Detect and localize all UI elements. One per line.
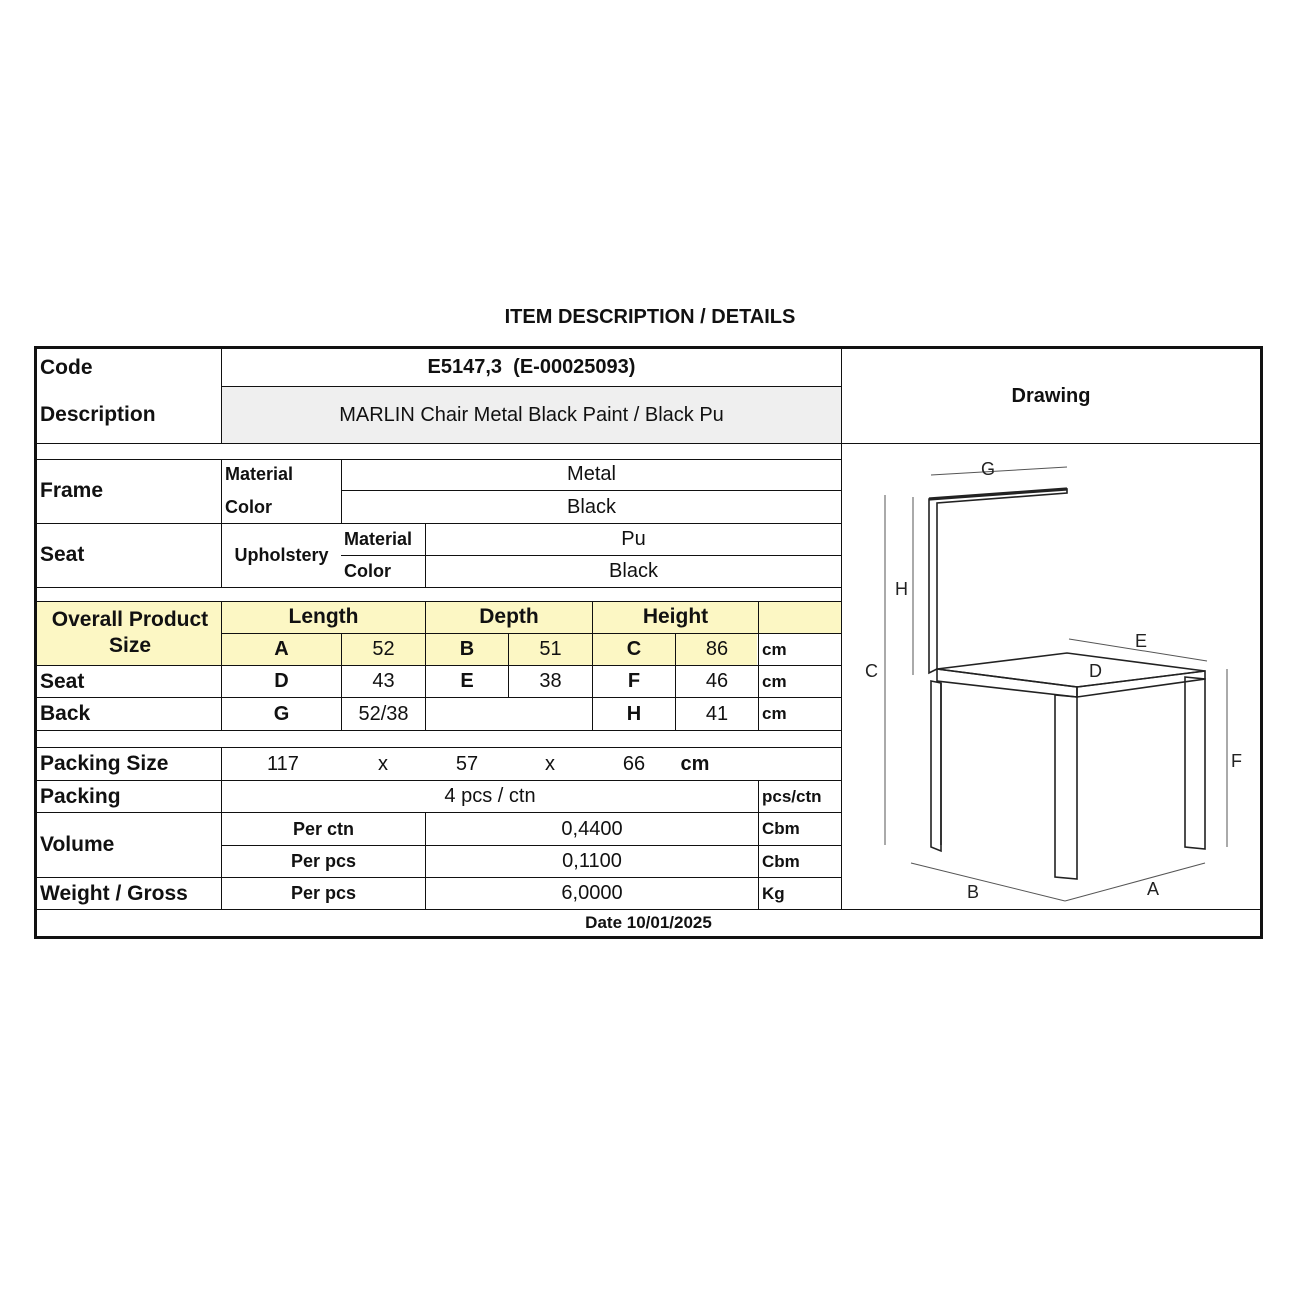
packing-size-height: 66 — [622, 752, 646, 775]
leg-back-right — [1185, 677, 1205, 849]
dim-d-value: 43 — [372, 670, 395, 692]
weight-unit: Kg — [762, 883, 785, 903]
dim-e-label: E — [460, 670, 474, 692]
backrest — [929, 489, 1067, 673]
dim-b-value: 51 — [539, 638, 562, 660]
drawing-letter-d: D — [1089, 661, 1102, 681]
seat-unit: cm — [762, 671, 787, 691]
dim-f-label: F — [627, 670, 641, 692]
dim-f-value: 46 — [705, 670, 729, 692]
dim-a-label: A — [274, 638, 289, 660]
dim-d-label: D — [274, 670, 289, 692]
volume-per-ctn-unit: Cbm — [762, 819, 800, 838]
dim-b-label: B — [459, 638, 475, 660]
frame-color-label: Color — [225, 496, 272, 517]
leg-front-center — [1055, 695, 1077, 879]
weight-label: Weight / Gross — [40, 881, 188, 905]
dim-h-label: H — [626, 702, 642, 725]
code-value: E5147,3 (E-00025093) — [427, 356, 636, 378]
height-header: Height — [642, 605, 709, 628]
chair-drawing — [845, 447, 1260, 909]
page-title: ITEM DESCRIPTION / DETAILS — [504, 306, 796, 328]
back-unit: cm — [762, 704, 787, 723]
weight-per-pcs-label: Per pcs — [290, 883, 357, 903]
packing-value: 4 pcs / ctn — [444, 785, 536, 807]
frame-material-label: Material — [225, 464, 294, 484]
dim-g-label: G — [273, 702, 290, 725]
description-value: MARLIN Chair Metal Black Paint / Black Pu — [339, 403, 724, 426]
drawing-header: Drawing — [1011, 384, 1091, 407]
seat-spec-label: Seat — [40, 543, 85, 566]
description-label: Description — [40, 403, 156, 426]
length-header: Length — [288, 605, 359, 628]
back-dims-label: Back — [40, 702, 91, 725]
seat-dims-label: Seat — [40, 669, 85, 693]
leg-front-left — [931, 681, 941, 851]
date-footer: Date 10/01/2025 — [585, 913, 712, 932]
packing-size-x2: x — [545, 752, 555, 775]
seat-material-label: Material — [344, 528, 413, 549]
seat-color-label: Color — [344, 561, 391, 581]
drawing-letter-e: E — [1135, 631, 1148, 651]
upholstery-label: Upholstery — [234, 544, 329, 565]
drawing-letter-c: C — [865, 661, 878, 681]
frame-color-value: Black — [567, 495, 616, 518]
seat-front-rail — [937, 669, 1077, 697]
volume-per-pcs-label: Per pcs — [290, 851, 357, 871]
packing-size-unit: cm — [680, 752, 710, 775]
code-label: Code — [40, 355, 93, 379]
seat-color-value: Black — [609, 560, 658, 582]
packing-size-label: Packing Size — [40, 752, 169, 775]
frame-material-value: Metal — [567, 463, 616, 485]
packing-unit: pcs/ctn — [762, 786, 822, 806]
drawing-letter-g: G — [981, 459, 996, 479]
dim-a-value: 52 — [372, 638, 395, 660]
drawing-letter-b: B — [967, 882, 980, 902]
seat-top — [937, 653, 1205, 687]
chair-outline — [929, 489, 1205, 879]
drawing-letter-f: F — [1231, 751, 1242, 771]
frame-label: Frame — [40, 479, 104, 502]
weight-value: 6,0000 — [561, 882, 623, 904]
overall-size-label: Overall Product Size — [51, 608, 209, 657]
packing-size-x1: x — [378, 752, 388, 775]
packing-size-length: 117 — [267, 752, 299, 775]
dim-g-value: 52/38 — [358, 702, 409, 725]
packing-size-width: 57 — [455, 752, 479, 775]
volume-per-pcs-value: 0,1100 — [562, 850, 622, 872]
dim-c-value: 86 — [705, 638, 729, 660]
volume-per-ctn-label: Per ctn — [292, 818, 355, 839]
dim-e-value: 38 — [539, 670, 562, 692]
dim-c-label: C — [626, 638, 642, 660]
dim-h-value: 41 — [705, 702, 729, 725]
volume-per-ctn-value: 0,4400 — [561, 817, 623, 840]
packing-label: Packing — [40, 784, 121, 808]
seat-material-value: Pu — [621, 527, 646, 550]
volume-per-pcs-unit: Cbm — [762, 851, 800, 871]
volume-label: Volume — [40, 833, 115, 856]
drawing-letter-a: A — [1147, 879, 1160, 899]
drawing-letter-h: H — [895, 579, 908, 599]
overall-unit: cm — [762, 639, 787, 659]
depth-header: Depth — [479, 605, 539, 628]
